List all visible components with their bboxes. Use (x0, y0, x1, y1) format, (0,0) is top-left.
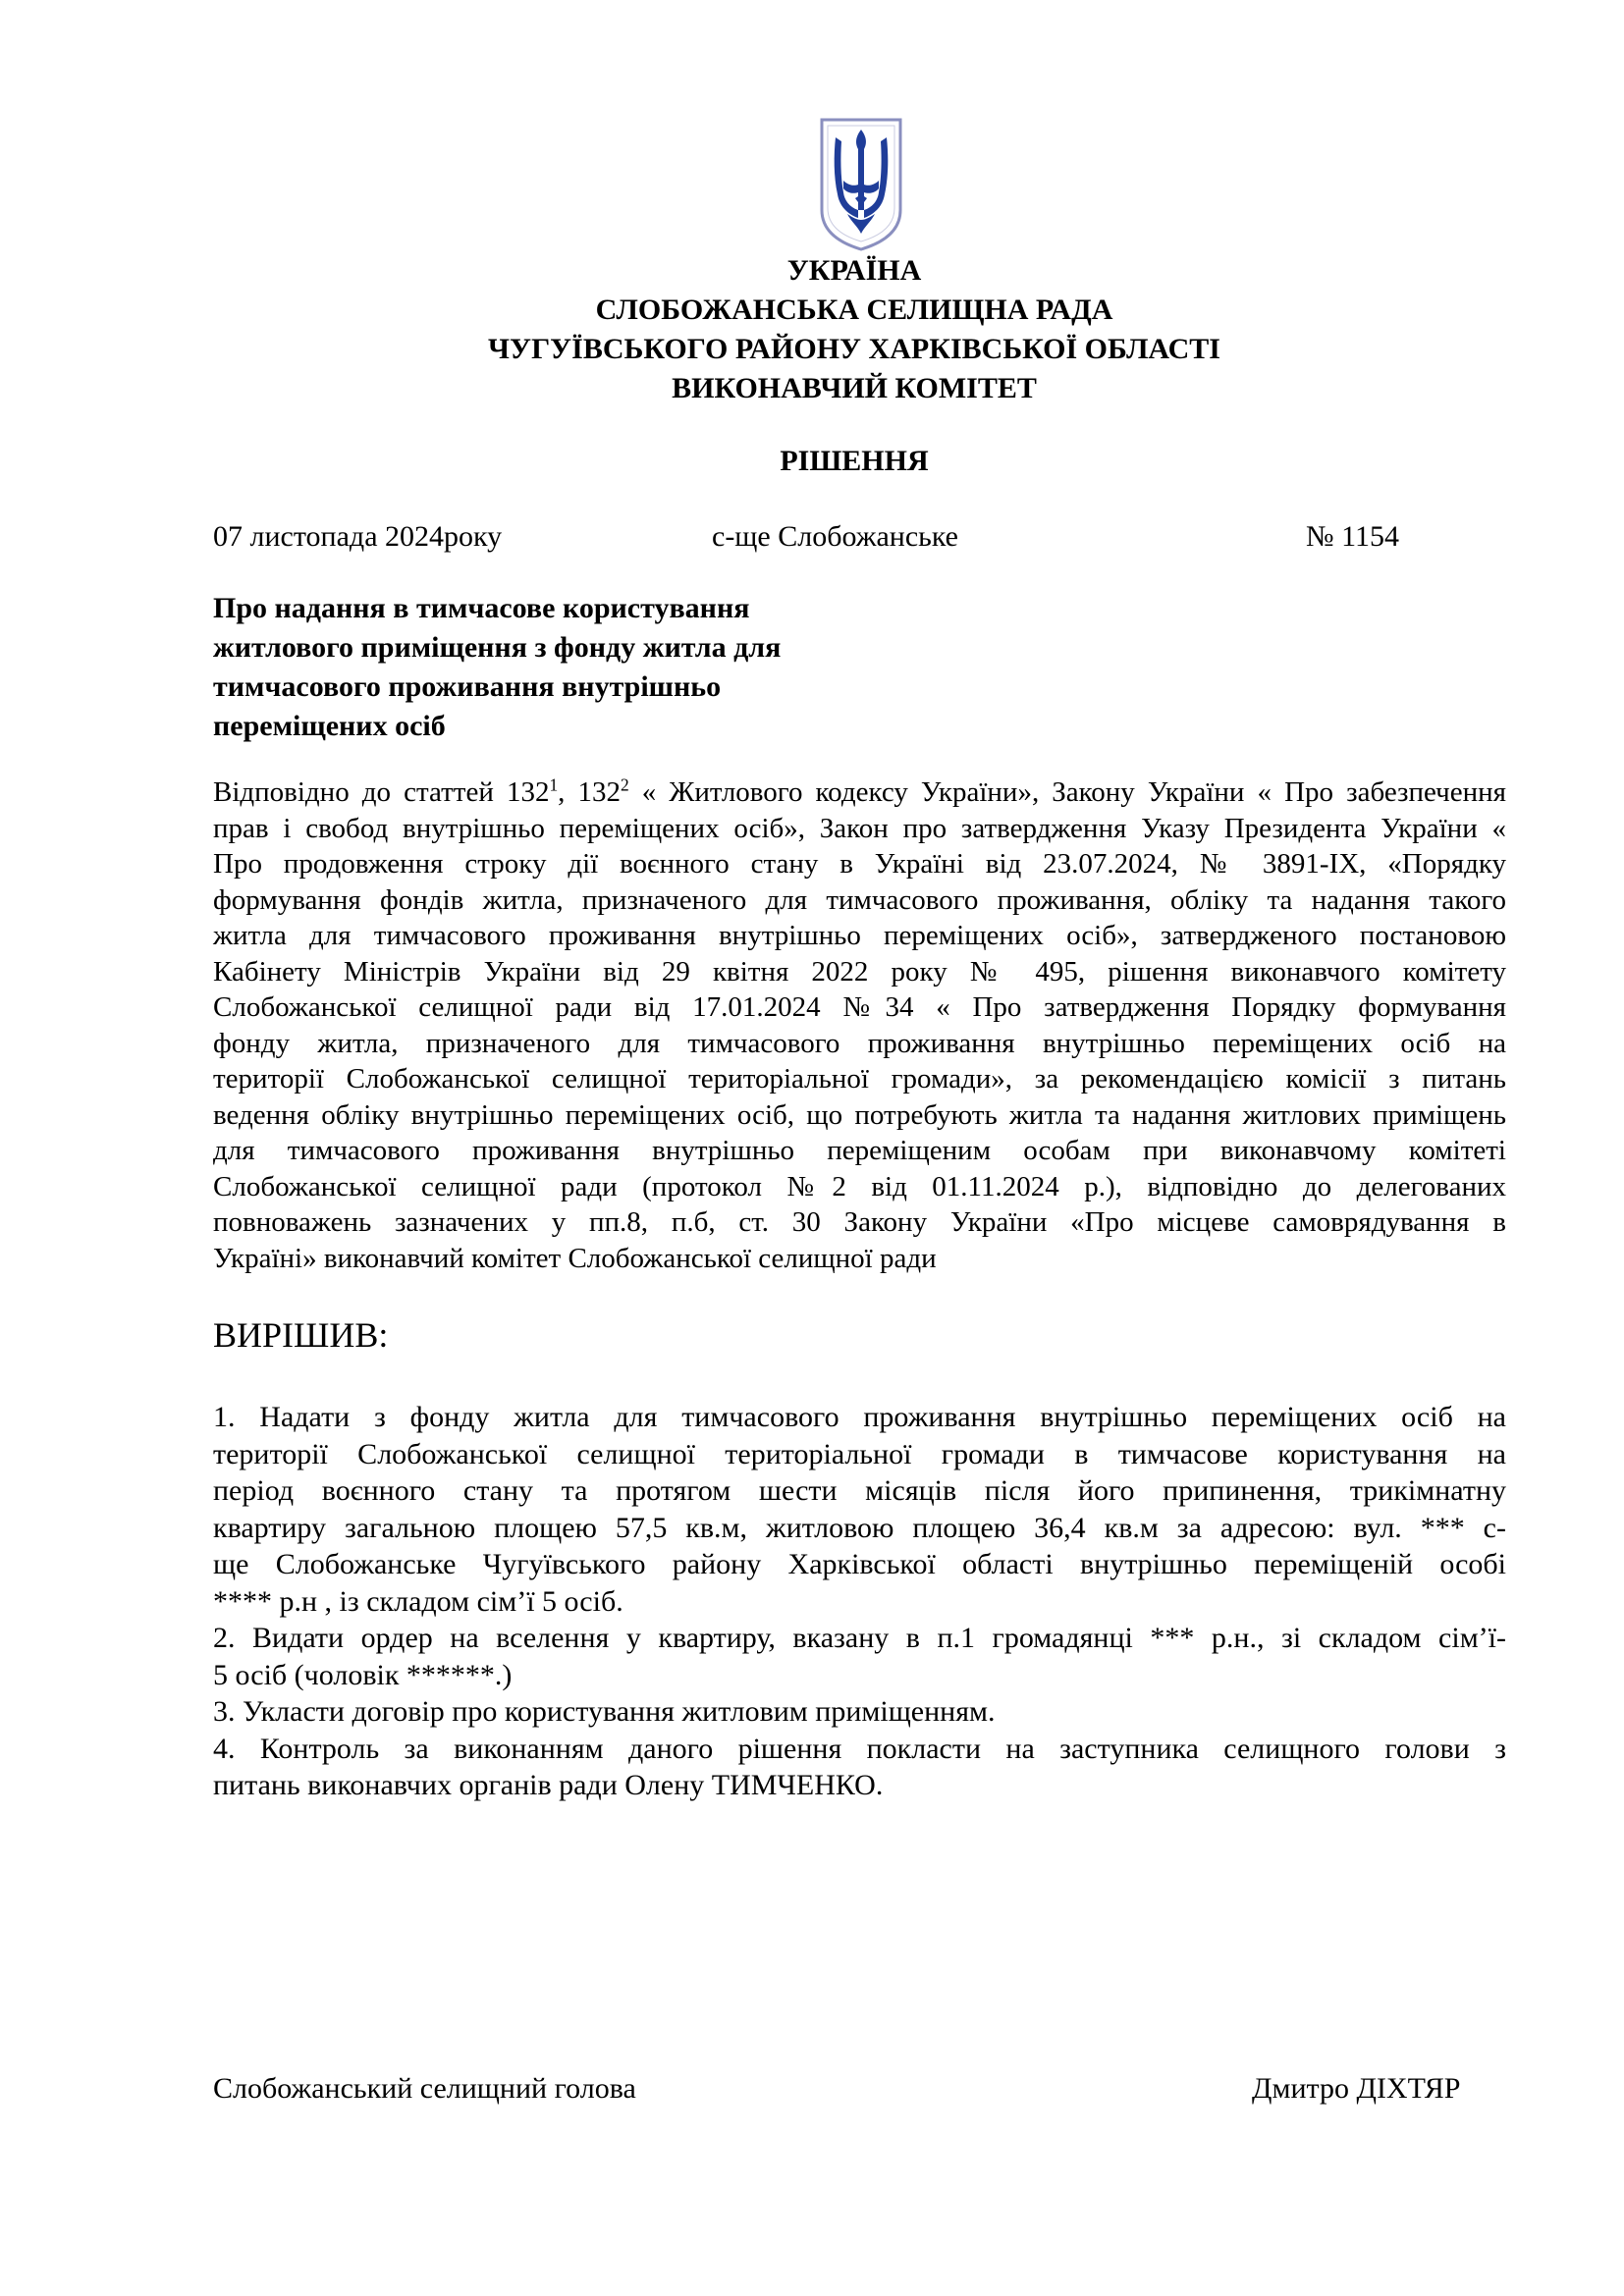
preamble-line: формування фондів житла, призначеного для тимчасового проживання, обліку та надання такого (213, 883, 1506, 916)
subject-line: переміщених осіб (213, 710, 446, 742)
preamble-line: повноважень зазначених у пп.8, п.б, ст. 30 Закону України «Про місцеве самоврядування в (213, 1206, 1506, 1238)
preamble-line: Україні» виконавчий комітет Слобожанської селищної ради (213, 1242, 937, 1274)
preamble-line: житла для тимчасового проживання внутрішньо переміщених осіб», затвердженого постановою (213, 920, 1506, 951)
resolved-heading: ВИРІШИВ: (213, 1315, 389, 1355)
ukraine-trident-coat-of-arms-icon (818, 116, 904, 253)
item-line: 3. Укласти договір про користування житловим приміщенням. (213, 1695, 996, 1728)
item-line: 1. Надати з фонду житла для тимчасового проживання внутрішньо переміщених осіб на (213, 1401, 1506, 1433)
preamble-line (213, 774, 1506, 811)
superscript: 1 (549, 774, 559, 795)
issuer-header (0, 251, 1624, 408)
header-committee: ВИКОНАВЧИЙ КОМІТЕТ (672, 372, 1037, 404)
header-country: УКРАЇНА (786, 254, 922, 287)
signatory-title: Слобожанський селищний голова (213, 2072, 636, 2105)
preamble-line: прав і свобод внутрішньо переміщених осіб», Закон про затвердження Указу Президента України « (213, 812, 1506, 844)
superscript: 2 (621, 774, 629, 795)
item-line: території Слобожанської селищної територіальної громади в тимчасове користування на (213, 1437, 1506, 1470)
preamble-paragraph (213, 774, 1506, 1276)
subject-line: тимчасового проживання внутрішньо (213, 670, 722, 703)
preamble-line: Про продовження строку дії воєнного стану в Україні від 23.07.2024, № 3891-IX, «Порядку (213, 848, 1506, 880)
preamble-line: для тимчасового проживання внутрішньо переміщеним особам при виконавчому комітеті (213, 1135, 1506, 1166)
preamble-line: Слобожанської селищної ради (протокол №2 від 01.11.2024 р.), відповідно до делегованих (213, 1170, 1506, 1202)
preamble-line: Слобожанської селищної ради від 17.01.2024 №34 « Про затвердження Порядку формування (213, 991, 1506, 1023)
item-line: ще Слобожанське Чугуївського району Харківської області внутрішньо переміщеній особі (213, 1548, 1506, 1580)
subject-line: житлового приміщення з фонду житла для (213, 631, 782, 664)
preamble-line: ведення обліку внутрішньо переміщених осіб, що потребують житла та надання житлових приміщень (213, 1098, 1506, 1131)
item-line: період воєнного стану та протягом шести місяців після його припинення, трикімнатну (213, 1474, 1506, 1507)
resolution-items (213, 1399, 1506, 1804)
preamble-text: « Житлового кодексу України», Закону України « Про забезпечення (628, 776, 1507, 808)
item-line: квартиру загальною площею 57,5 кв.м, житловою площею 36,4 кв.м за адресою: вул. *** с- (213, 1511, 1506, 1544)
decision-date: 07 листопада 2024року (213, 520, 503, 553)
signatory-name: Дмитро ДІХТЯР (1252, 2072, 1461, 2105)
preamble-line: території Слобожанської селищної територіальної громади», за рекомендацією комісії з питань (213, 1063, 1506, 1095)
preamble-line: Кабінету Міністрів України від 29 квітня 2022 року № 495, рішення виконавчого комітету (213, 955, 1506, 988)
subject-line: Про надання в тимчасове користування (213, 592, 750, 624)
preamble-text: , 132 (558, 776, 622, 808)
decision-subject (213, 589, 959, 746)
decision-place: с-ще Слобожанське (712, 520, 958, 553)
preamble-line: фонду житла, призначеного для тимчасового проживання внутрішньо переміщених осіб на (213, 1027, 1506, 1059)
item-line: питань виконавчих органів ради Олену ТИМЧЕНКО. (213, 1769, 884, 1801)
item-line: 4. Контроль за виконанням даного рішення покласти на заступника селищного голови з (213, 1732, 1506, 1765)
header-council: СЛОБОЖАНСЬКА СЕЛИЩНА РАДА (595, 294, 1113, 326)
decision-number: № 1154 (1306, 520, 1400, 553)
document-title: РІШЕННЯ (780, 445, 929, 477)
item-line: **** р.н , із складом сім’ї 5 осіб. (213, 1584, 623, 1618)
preamble-text: Відповідно до статтей 132 (213, 776, 550, 808)
item-line: 5 осіб (чоловік ******.) (213, 1658, 513, 1691)
item-line: 2. Видати ордер на вселення у квартиру, вказану в п.1 громадянці *** р.н., зі складом сім’ї- (213, 1622, 1506, 1654)
header-district: ЧУГУЇВСЬКОГО РАЙОНУ ХАРКІВСЬКОЇ ОБЛАСТІ (488, 333, 1220, 365)
